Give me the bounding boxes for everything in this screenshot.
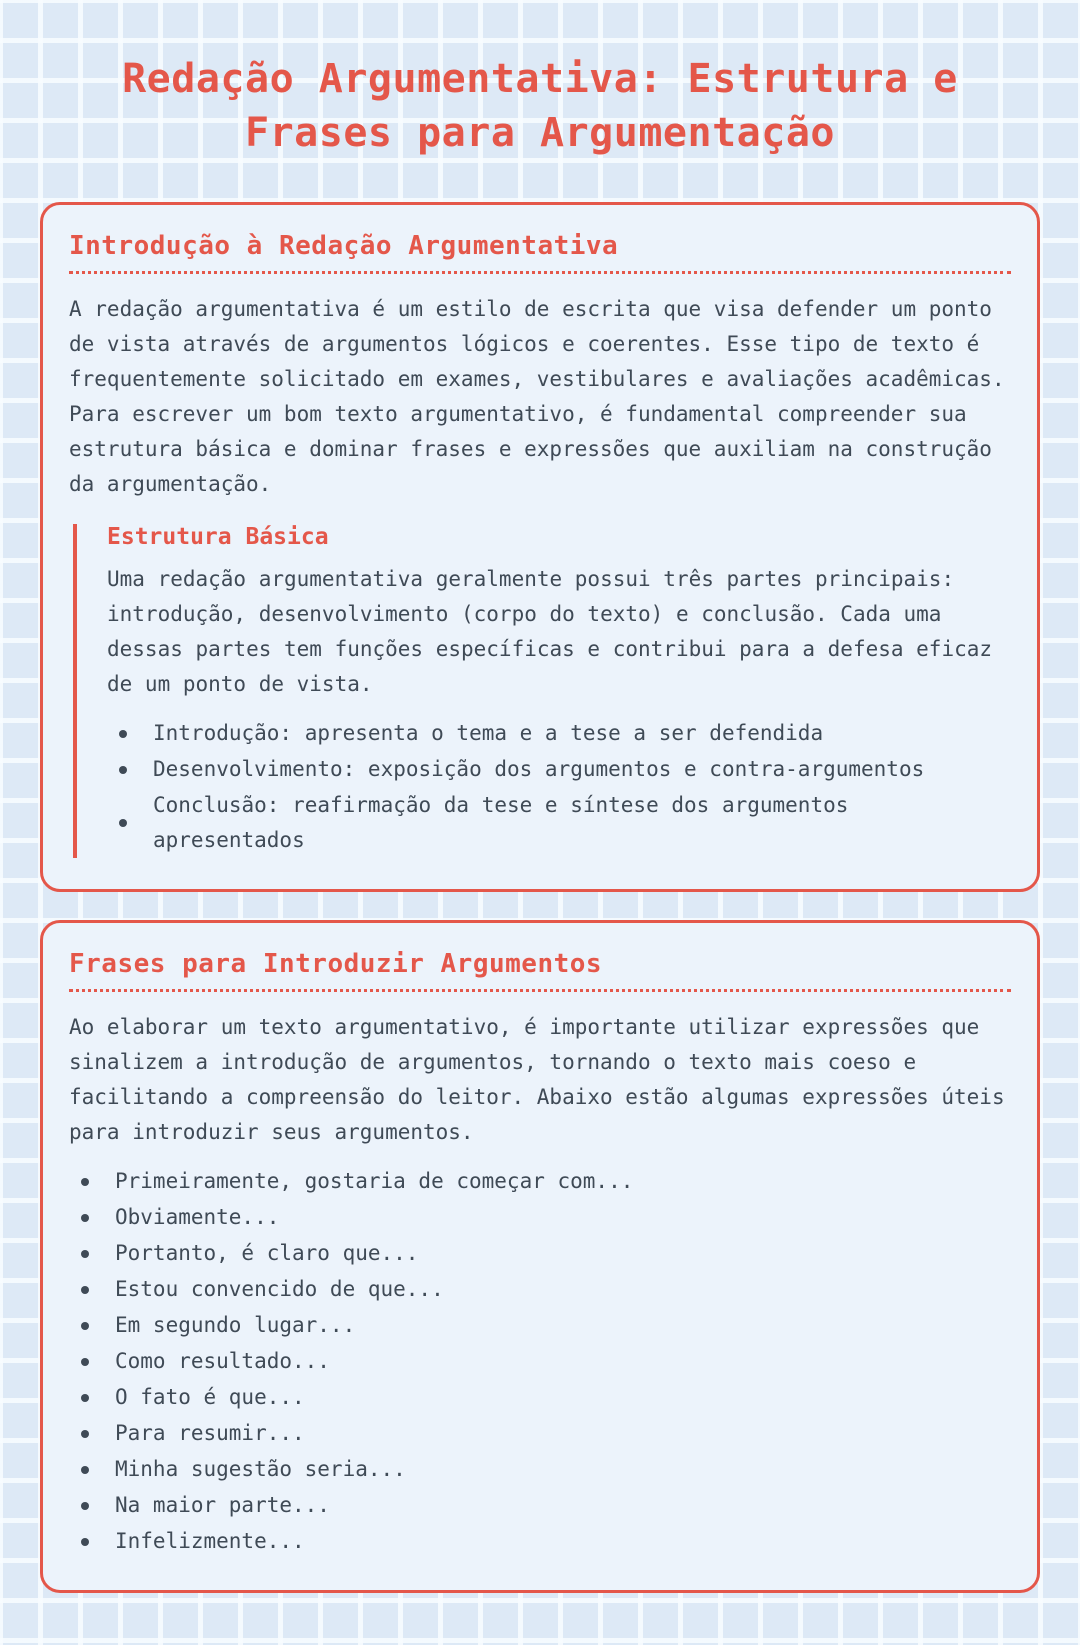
section-heading-introducao: Introdução à Redação Argumentativa bbox=[69, 231, 1011, 274]
page-title: Redação Argumentativa: Estrutura e Frases para Argumentação bbox=[122, 56, 958, 156]
list-item-desenvolvimento: Desenvolvimento: exposição dos argumentos e contra-argumentos bbox=[107, 752, 1011, 787]
document-page bbox=[40, 52, 1040, 1593]
list-item-phrase: Primeiramente, gostaria de começar com... bbox=[69, 1164, 1011, 1199]
subsection-heading-estrutura-basica: Estrutura Básica bbox=[107, 524, 329, 550]
structure-bullet-list bbox=[107, 716, 1011, 858]
list-item-phrase: Em segundo lugar... bbox=[69, 1308, 1011, 1343]
list-item-phrase: Para resumir... bbox=[69, 1416, 1011, 1451]
section-card-introducao bbox=[40, 202, 1040, 892]
list-item-phrase: Estou convencido de que... bbox=[69, 1272, 1011, 1307]
list-item-phrase: Minha sugestão seria... bbox=[69, 1452, 1011, 1487]
phrases-bullet-list bbox=[69, 1164, 1011, 1559]
list-item-introducao: Introdução: apresenta o tema e a tese a ser defendida bbox=[107, 716, 1011, 751]
list-item-phrase: Infelizmente... bbox=[69, 1524, 1011, 1559]
list-item-phrase: Como resultado... bbox=[69, 1344, 1011, 1379]
list-item-phrase: Portanto, é claro que... bbox=[69, 1236, 1011, 1271]
section-intro-paragraph: Ao elaborar um texto argumentativo, é importante utilizar expressões que sinalizem a introdução de argumentos, tornando o texto mais coeso e facilitando a compreensão do leitor. Abaixo estão algumas expressões úteis para introduzir seus argumentos. bbox=[69, 1015, 1005, 1144]
list-item-phrase: Na maior parte... bbox=[69, 1488, 1011, 1523]
section-card-frases bbox=[40, 920, 1040, 1593]
section-intro-paragraph: A redação argumentativa é um estilo de escrita que visa defender um ponto de vista através de argumentos lógicos e coerentes. Esse tipo de texto é frequentemente solicitado em exames, vestibulares e avaliações acadêmicas. Para escrever um bom texto argumentativo, é fundamental compreender sua estrutura básica e dominar frases e expressões que auxiliam na construção da argumentação. bbox=[69, 297, 1005, 496]
subsection-estrutura-basica bbox=[73, 524, 1011, 858]
list-item-phrase: O fato é que... bbox=[69, 1380, 1011, 1415]
list-item-phrase: Obviamente... bbox=[69, 1200, 1011, 1235]
subsection-body-paragraph: Uma redação argumentativa geralmente possui três partes principais: introdução, desenvolvimento (corpo do texto) e conclusão. Cada uma dessas partes tem funções específicas e contribui para a defesa eficaz de um ponto de vista. bbox=[107, 567, 993, 696]
section-heading-frases: Frases para Introduzir Argumentos bbox=[69, 949, 1011, 992]
list-item-conclusao: Conclusão: reafirmação da tese e síntese dos argumentos apresentados bbox=[107, 788, 1011, 858]
